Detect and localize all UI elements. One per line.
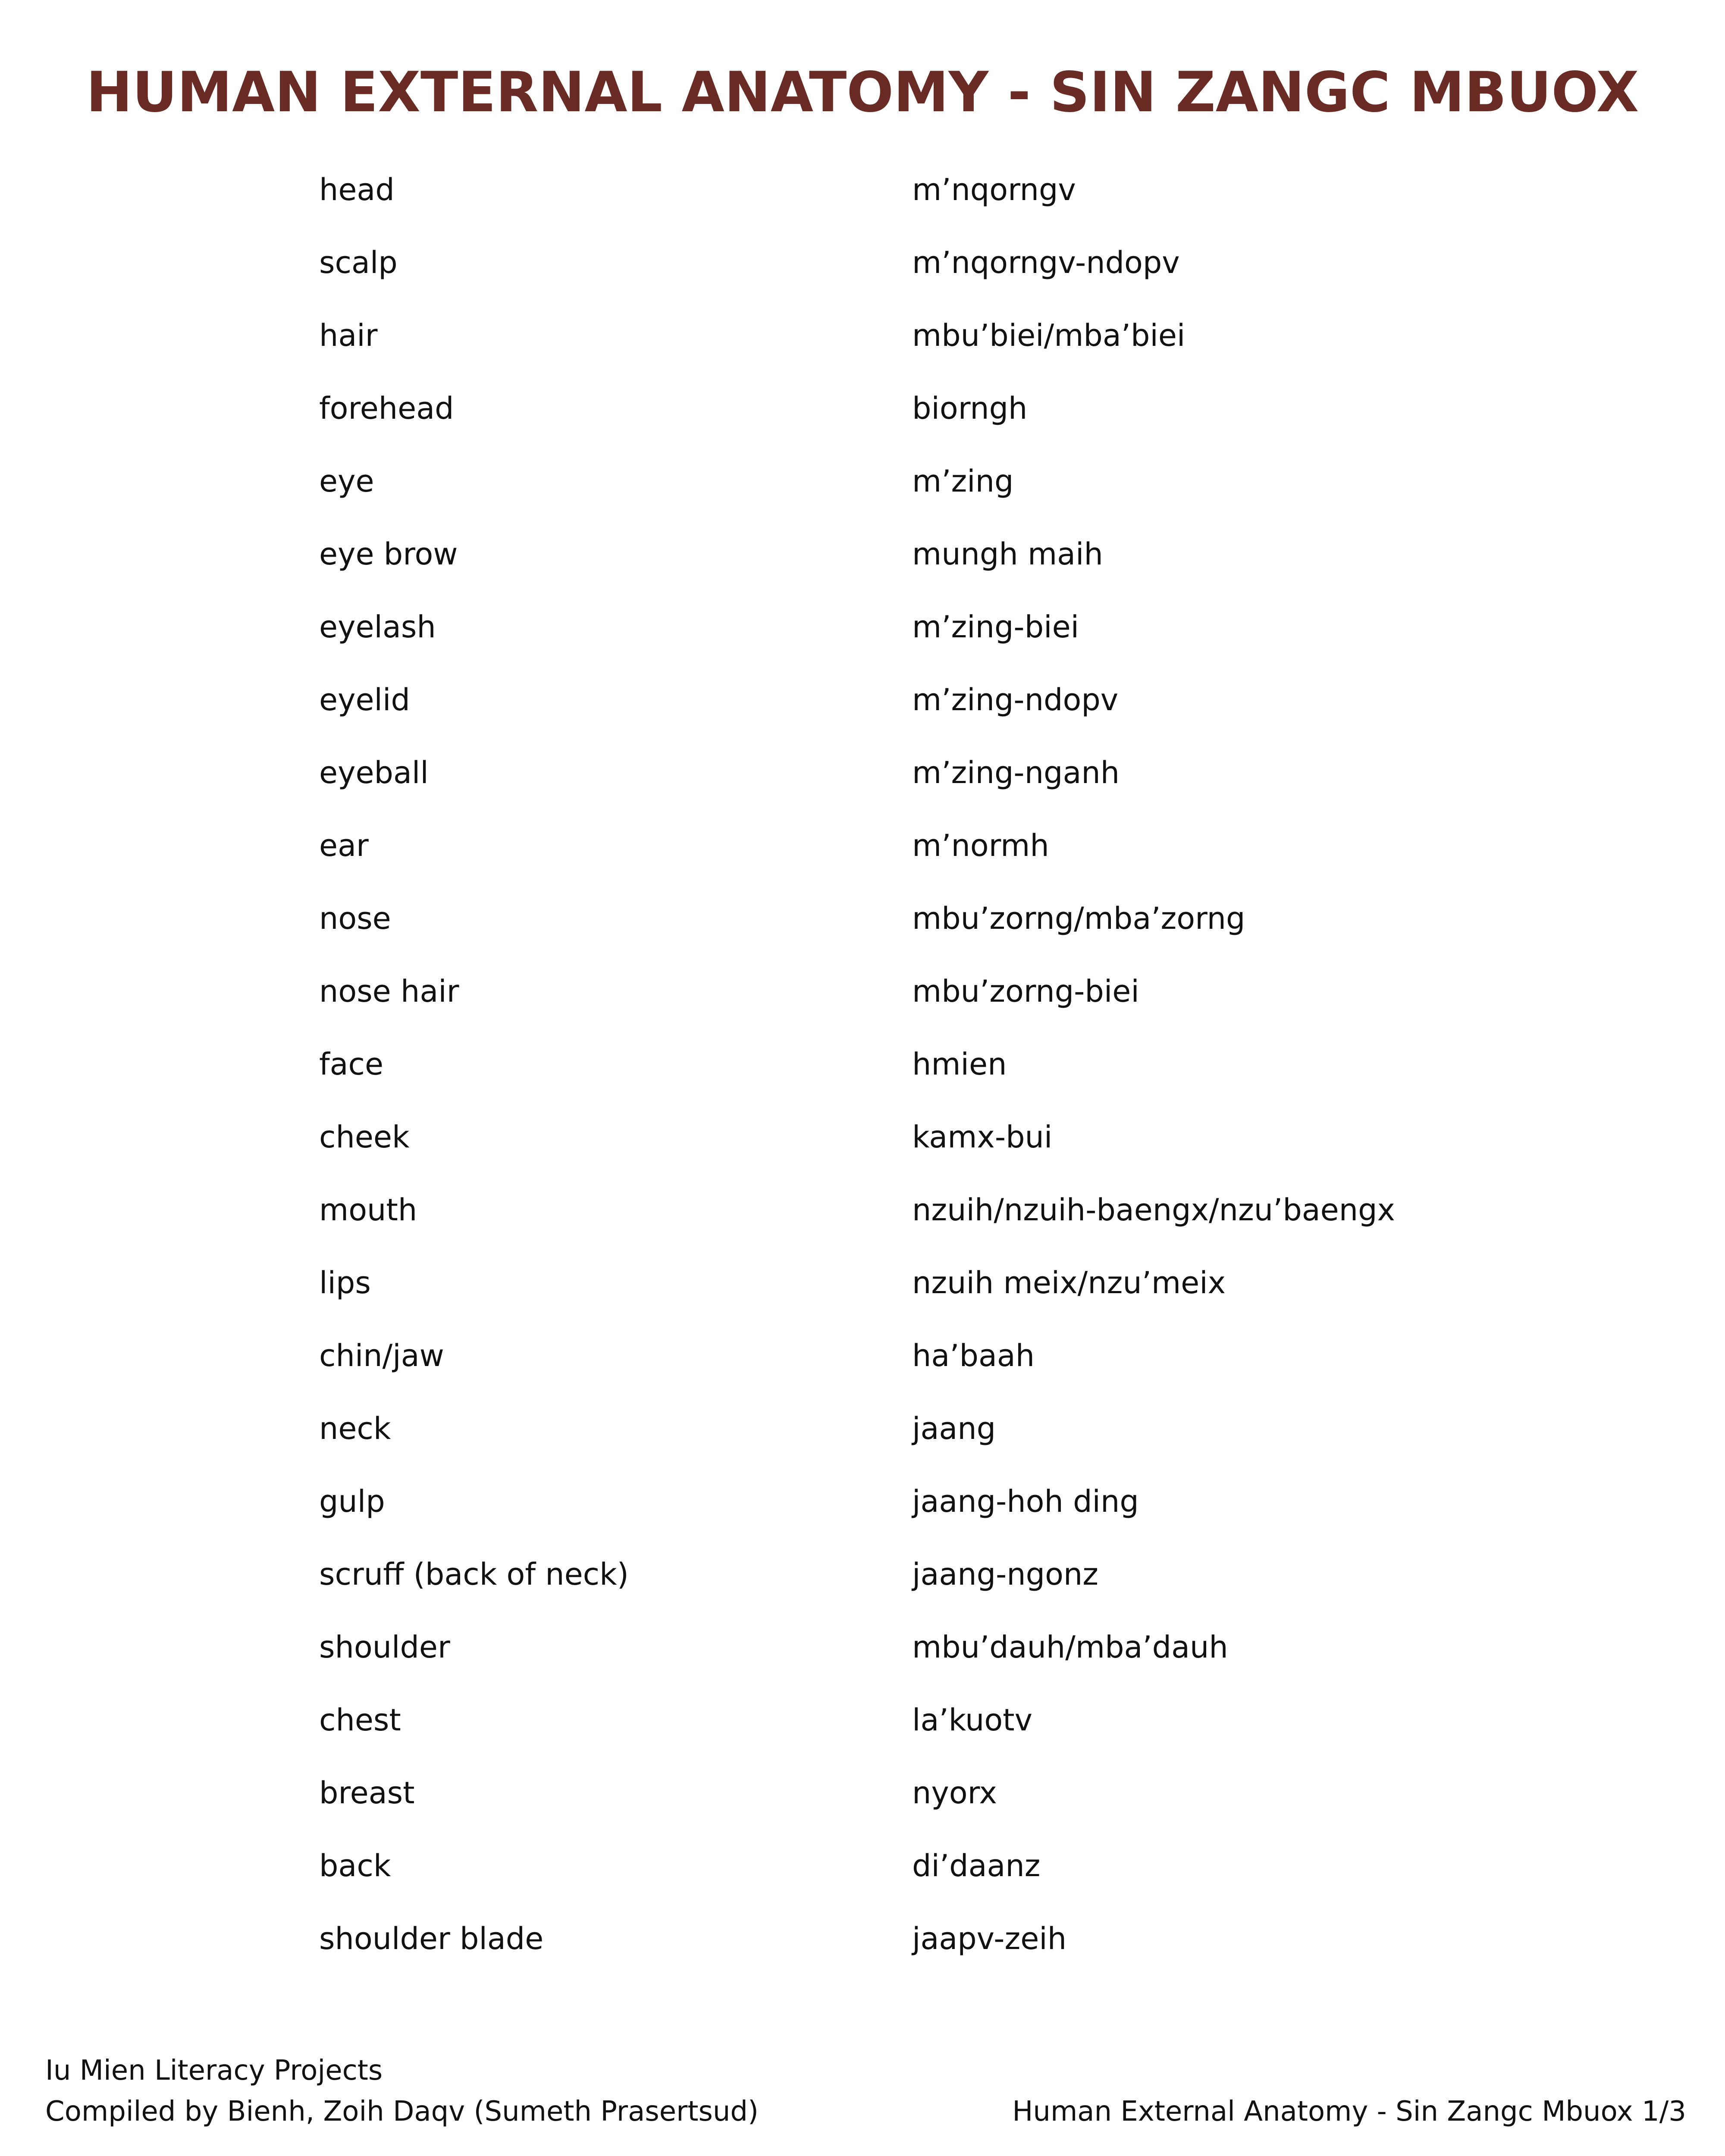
mien-term: nzuih meix/nzu’meix <box>912 1265 1226 1300</box>
english-term: shoulder blade <box>319 1921 544 1956</box>
vocab-row <box>319 1915 1656 1988</box>
vocab-row <box>319 1842 1656 1915</box>
vocab-row <box>319 1478 1656 1551</box>
english-term: eyeball <box>319 755 429 790</box>
english-term: ear <box>319 828 369 863</box>
vocab-row <box>319 385 1656 458</box>
mien-term: la’kuotv <box>912 1702 1033 1738</box>
mien-term: mungh maih <box>912 536 1103 572</box>
vocab-row <box>319 1405 1656 1478</box>
english-term: lips <box>319 1265 371 1300</box>
vocab-row <box>319 968 1656 1040</box>
vocab-row <box>319 1769 1656 1842</box>
vocab-row <box>319 1551 1656 1623</box>
mien-term: jaang-hoh ding <box>912 1484 1139 1519</box>
vocab-row <box>319 1040 1656 1113</box>
mien-term: kamx-bui <box>912 1119 1053 1155</box>
vocab-row <box>319 166 1656 239</box>
mien-term: jaang-ngonz <box>912 1557 1099 1592</box>
mien-term: m’nqorngv <box>912 172 1076 207</box>
english-term: neck <box>319 1411 391 1446</box>
vocab-row <box>319 1259 1656 1332</box>
mien-term: jaapv-zeih <box>912 1921 1067 1956</box>
english-term: breast <box>319 1775 415 1811</box>
vocab-row <box>319 1186 1656 1259</box>
english-term: gulp <box>319 1484 385 1519</box>
mien-term: mbu’zorng-biei <box>912 974 1139 1009</box>
english-term: head <box>319 172 395 207</box>
english-term: face <box>319 1047 384 1082</box>
mien-term: m’zing-ndopv <box>912 682 1119 718</box>
vocab-row <box>319 458 1656 530</box>
mien-term: mbu’biei/mba’biei <box>912 318 1186 353</box>
page-title: HUMAN EXTERNAL ANATOMY - SIN ZANGC MBUOX <box>86 60 1639 125</box>
mien-term: nyorx <box>912 1775 997 1811</box>
mien-term: ha’baah <box>912 1338 1035 1373</box>
english-term: chest <box>319 1702 401 1738</box>
mien-term: mbu’zorng/mba’zorng <box>912 901 1245 936</box>
vocab-row <box>319 603 1656 676</box>
mien-term: jaang <box>912 1411 996 1446</box>
mien-term: mbu’dauh/mba’dauh <box>912 1630 1228 1665</box>
english-term: scalp <box>319 245 398 280</box>
mien-term: m’zing <box>912 464 1014 499</box>
english-term: scruff (back of neck) <box>319 1557 629 1592</box>
mien-term: hmien <box>912 1047 1007 1082</box>
english-term: chin/jaw <box>319 1338 444 1373</box>
english-term: eyelash <box>319 609 436 645</box>
english-term: eye <box>319 464 374 499</box>
vocab-row <box>319 239 1656 312</box>
vocab-row <box>319 822 1656 895</box>
english-term: forehead <box>319 391 454 426</box>
english-term: mouth <box>319 1192 417 1228</box>
footer-organization: Iu Mien Literacy Projects <box>45 2055 383 2087</box>
english-term: nose hair <box>319 974 459 1009</box>
mien-term: nzuih/nzuih-baengx/nzu’baengx <box>912 1192 1395 1228</box>
english-term: nose <box>319 901 391 936</box>
vocab-row <box>319 1113 1656 1186</box>
vocab-row <box>319 1332 1656 1405</box>
mien-term: biorngh <box>912 391 1028 426</box>
english-term: eyelid <box>319 682 410 718</box>
english-term: back <box>319 1848 391 1883</box>
vocab-row <box>319 1623 1656 1696</box>
vocabulary-list <box>319 166 1656 1988</box>
english-term: cheek <box>319 1119 410 1155</box>
vocab-row <box>319 749 1656 822</box>
english-term: eye brow <box>319 536 458 572</box>
mien-term: m’zing-nganh <box>912 755 1120 790</box>
vocab-row <box>319 676 1656 749</box>
english-term: hair <box>319 318 378 353</box>
mien-term: m’nqorngv-ndopv <box>912 245 1180 280</box>
footer-compiler: Compiled by Bienh, Zoih Daqv (Sumeth Prasertsud) <box>45 2096 759 2128</box>
mien-term: m’normh <box>912 828 1049 863</box>
footer-page-label: Human External Anatomy - Sin Zangc Mbuox 1/3 <box>1012 2096 1686 2128</box>
footer-credits <box>45 2050 759 2132</box>
vocab-row <box>319 312 1656 385</box>
english-term: shoulder <box>319 1630 450 1665</box>
mien-term: m’zing-biei <box>912 609 1079 645</box>
mien-term: di’daanz <box>912 1848 1041 1883</box>
vocab-row <box>319 530 1656 603</box>
vocab-row <box>319 895 1656 968</box>
vocab-row <box>319 1696 1656 1769</box>
